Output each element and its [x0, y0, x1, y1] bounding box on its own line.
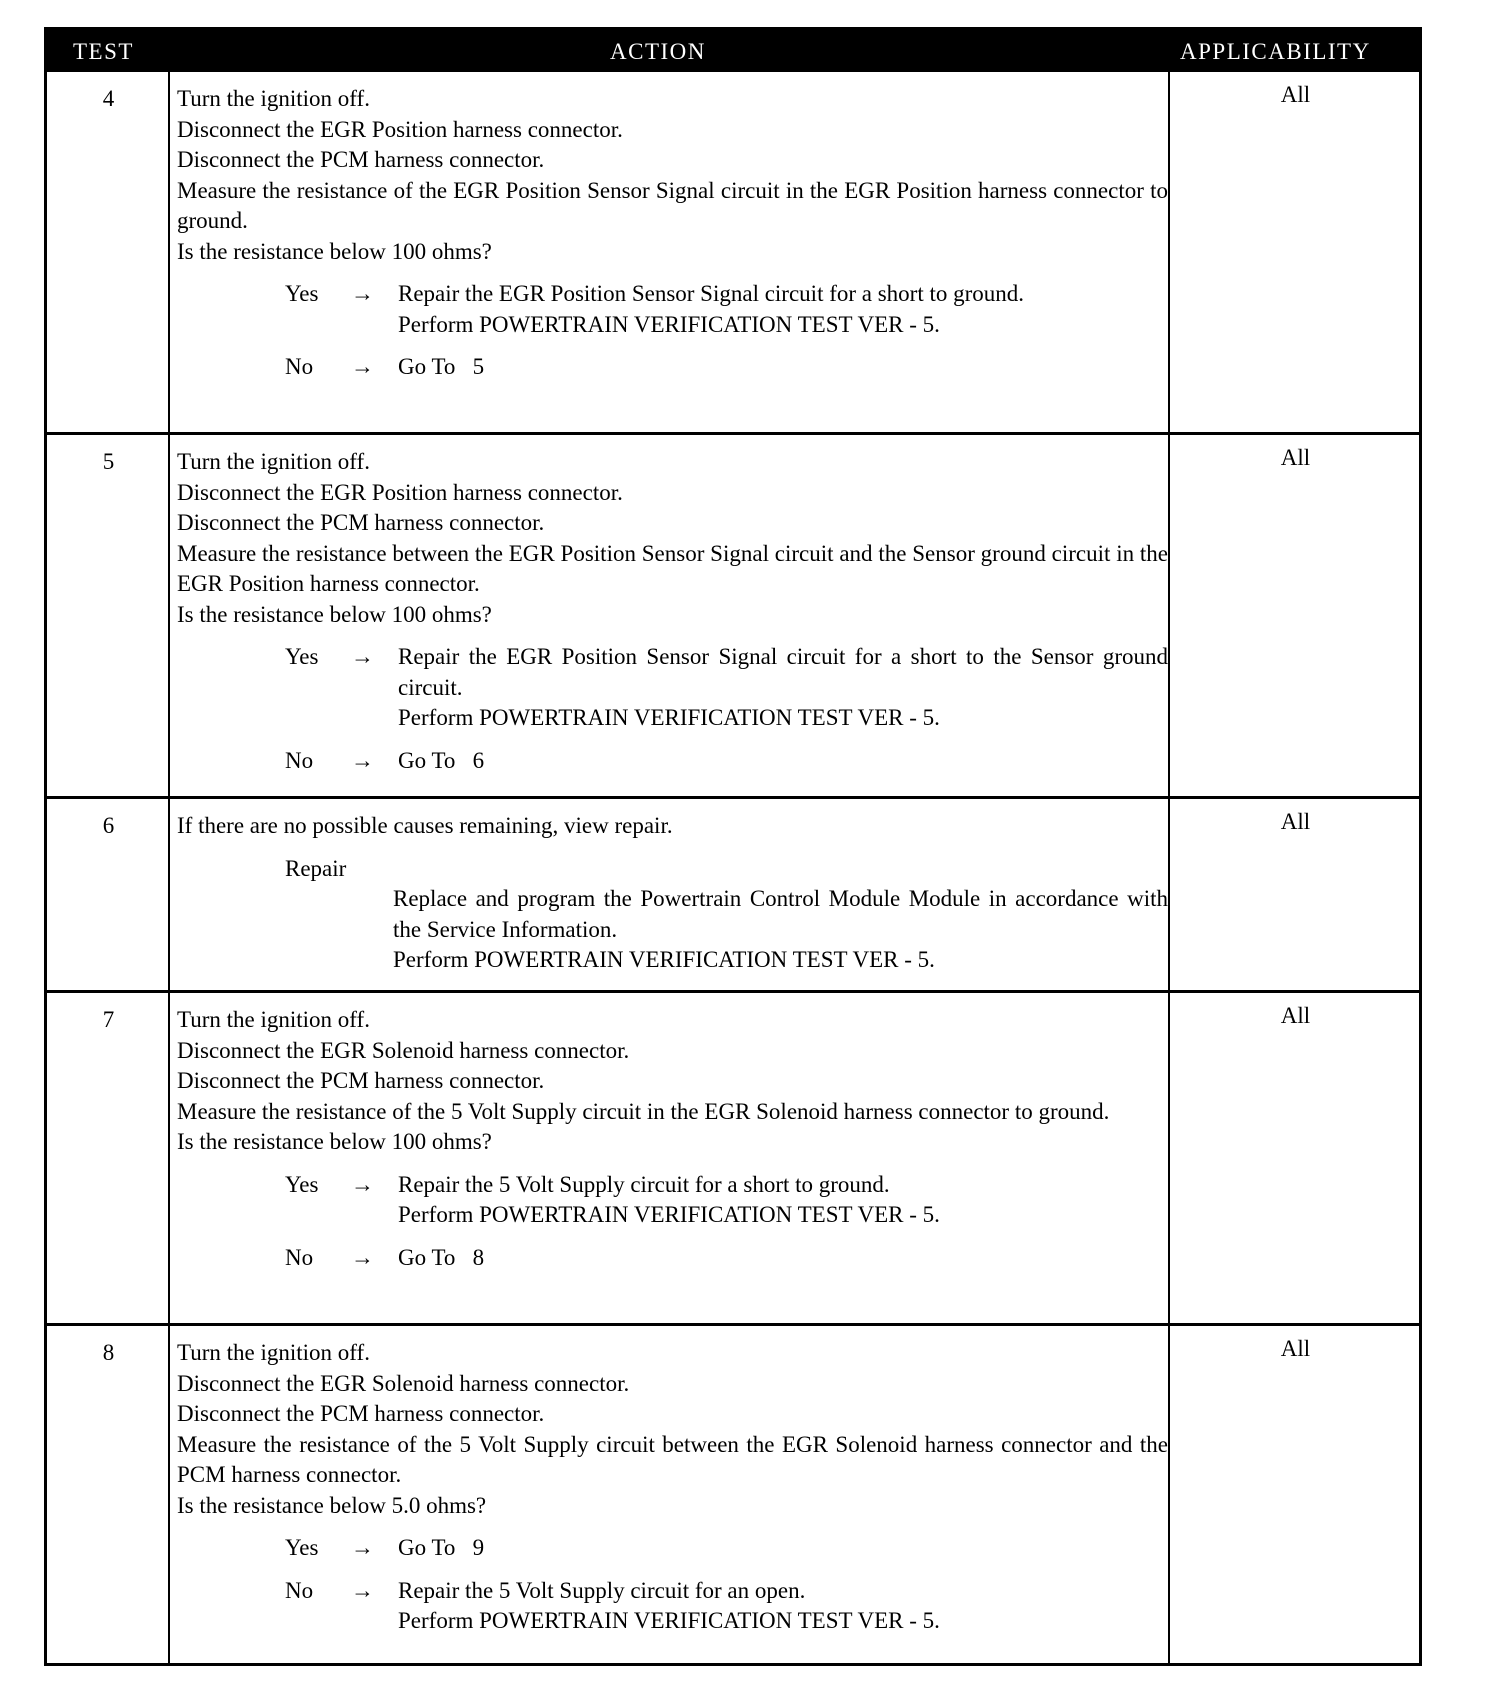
yes-result: Repair the 5 Volt Supply circuit for a short to ground.: [398, 1171, 890, 1197]
arrow-icon: →: [351, 747, 374, 773]
arrow-icon: →: [351, 281, 374, 306]
step-text: Turn the ignition off.: [177, 1340, 370, 1365]
yes-result: Perform POWERTRAIN VERIFICATION TEST VER - 5.: [398, 311, 940, 337]
no-branch: [177, 352, 1168, 383]
yes-result: Perform POWERTRAIN VERIFICATION TEST VER - 5.: [398, 705, 940, 730]
step-text: Disconnect the EGR Position harness connector.: [177, 116, 623, 142]
no-branch: [177, 1243, 1168, 1274]
no-label: No: [285, 1244, 314, 1270]
step-text: Disconnect the PCM harness connector.: [177, 147, 545, 172]
applicability-value: All: [1280, 82, 1311, 107]
arrow-icon: →: [351, 644, 374, 669]
action-cell: [177, 1005, 1168, 1273]
repair-block: [177, 854, 1168, 976]
action-cell: [177, 447, 1168, 776]
step-text: Measure the resistance of the 5 Volt Supply circuit in the EGR Solenoid harness connector to ground.: [177, 1098, 1110, 1124]
yes-result: Perform POWERTRAIN VERIFICATION TEST VER - 5.: [398, 1202, 940, 1227]
action-cell: [177, 1338, 1168, 1637]
step-text: Turn the ignition off.: [177, 1007, 370, 1032]
table-row: [47, 1326, 1419, 1666]
header-applicability: APPLICABILITY: [1180, 39, 1371, 64]
no-result: Perform POWERTRAIN VERIFICATION TEST VER - 5.: [398, 1608, 940, 1633]
yes-result: Repair the EGR Position Sensor Signal circuit for a short to the Sensor ground circuit.: [398, 644, 1168, 700]
arrow-icon: →: [351, 354, 374, 379]
table-row: [47, 72, 1419, 432]
yes-branch: [177, 1170, 1168, 1231]
arrow-icon: →: [351, 1244, 374, 1270]
repair-text: Perform POWERTRAIN VERIFICATION TEST VER - 5.: [393, 947, 935, 972]
no-branch: [177, 1576, 1168, 1637]
yes-label: Yes: [285, 281, 319, 306]
step-text: Measure the resistance of the EGR Position Sensor Signal circuit in the EGR Position harness connector to ground.: [177, 177, 1168, 233]
test-number: 6: [102, 813, 115, 838]
no-label: No: [285, 1577, 314, 1603]
yes-label: Yes: [285, 1535, 319, 1560]
applicability-value: All: [1280, 1003, 1311, 1028]
test-number: 5: [102, 449, 115, 474]
no-label: No: [285, 747, 314, 773]
yes-label: Yes: [285, 1171, 319, 1197]
step-text: Is the resistance below 100 ohms?: [177, 1129, 492, 1154]
applicability-value: All: [1280, 445, 1311, 470]
action-cell: [177, 84, 1168, 383]
step-text: Is the resistance below 100 ohms?: [177, 601, 492, 627]
step-text: Disconnect the EGR Solenoid harness connector.: [177, 1037, 630, 1063]
step-text: Is the resistance below 100 ohms?: [177, 238, 492, 264]
step-text: Turn the ignition off.: [177, 86, 370, 111]
no-result: Go To 8: [398, 1244, 485, 1270]
no-result: Go To 5: [398, 354, 485, 379]
step-text: Turn the ignition off.: [177, 449, 370, 474]
step-text: Is the resistance below 5.0 ohms?: [177, 1492, 487, 1518]
repair-text: Replace and program the Powertrain Control Module Module in accordance with the Service Information.: [393, 886, 1168, 942]
applicability-value: All: [1280, 1336, 1311, 1361]
no-result: Go To 6: [398, 747, 485, 773]
repair-label: Repair: [285, 855, 347, 881]
header-action: ACTION: [610, 39, 706, 64]
table-row: [47, 799, 1419, 990]
table-row: [47, 993, 1419, 1323]
table-row: [47, 435, 1419, 796]
diagnostic-test-table: [44, 27, 1422, 1666]
header-test: TEST: [73, 39, 134, 64]
step-text: Disconnect the EGR Position harness connector.: [177, 479, 623, 505]
action-cell: [177, 811, 1168, 976]
step-text: Disconnect the PCM harness connector.: [177, 1068, 545, 1093]
no-branch: [177, 746, 1168, 777]
yes-branch: [177, 279, 1168, 340]
step-text: Disconnect the EGR Solenoid harness connector.: [177, 1370, 630, 1396]
arrow-icon: →: [351, 1535, 374, 1560]
test-number: 4: [102, 86, 115, 111]
arrow-icon: →: [351, 1171, 374, 1197]
step-text: Measure the resistance of the 5 Volt Supply circuit between the EGR Solenoid harness connector and the PCM harness connector.: [177, 1431, 1168, 1487]
no-result: Repair the 5 Volt Supply circuit for an open.: [398, 1577, 806, 1603]
yes-result: Go To 9: [398, 1535, 485, 1560]
applicability-value: All: [1280, 809, 1311, 834]
arrow-icon: →: [351, 1577, 374, 1603]
test-number: 7: [102, 1007, 115, 1032]
step-text: Disconnect the PCM harness connector.: [177, 1401, 545, 1426]
step-text: Measure the resistance between the EGR Position Sensor Signal circuit and the Sensor ground circuit in the EGR Position harness connector.: [177, 540, 1168, 596]
yes-branch: [177, 1533, 1168, 1564]
yes-label: Yes: [285, 644, 319, 669]
step-text: If there are no possible causes remaining, view repair.: [177, 813, 673, 838]
no-label: No: [285, 354, 314, 379]
yes-branch: [177, 642, 1168, 734]
test-number: 8: [102, 1340, 115, 1365]
step-text: Disconnect the PCM harness connector.: [177, 510, 545, 535]
yes-result: Repair the EGR Position Sensor Signal circuit for a short to ground.: [398, 281, 1025, 306]
table-header: [47, 30, 1419, 72]
